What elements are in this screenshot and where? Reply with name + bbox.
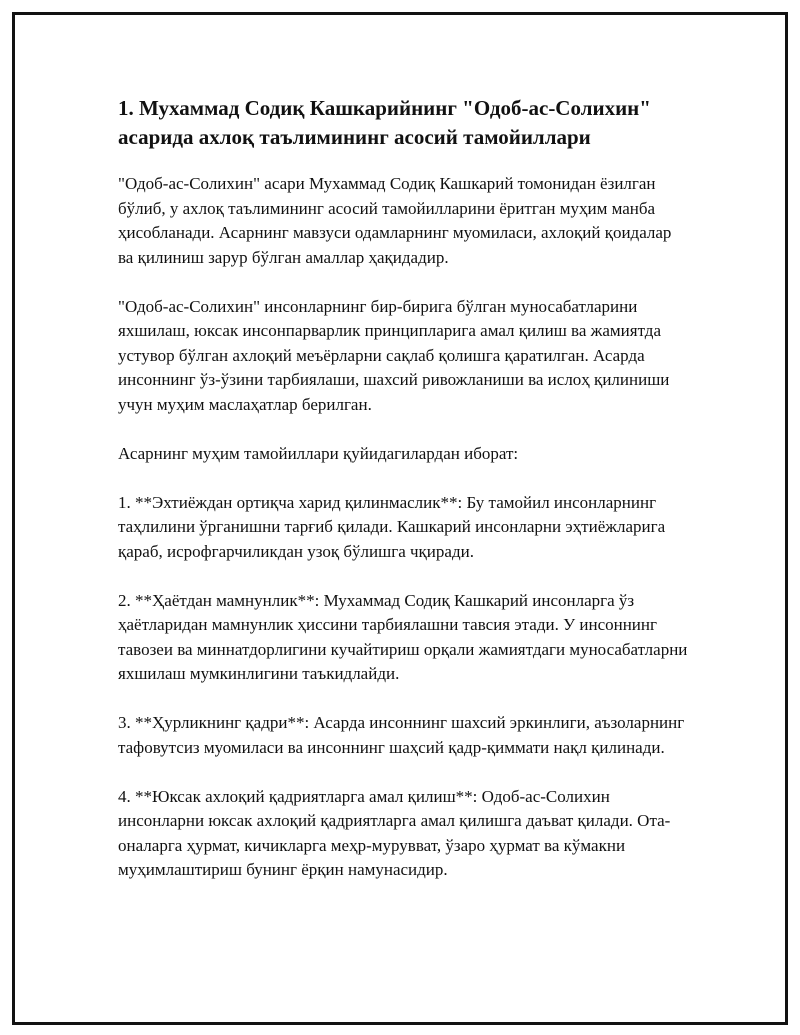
document-title: 1. Мухаммад Содиқ Кашкарийнинг "Одоб-ас-Солихин" асарида ахлоқ таълимининг асосий тамойиллари <box>118 96 651 149</box>
principle-1-paragraph: 1. **Эхтиёждан ортиқча харид қилинмаслик**: Бу тамойил инсонларнинг таҳлилини ўрганишни тарғиб қилади. Кашкарий инсонларни эҳтиёжларига қараб, исрофгарчиликдан узоқ бўлишга чқиради. <box>118 492 666 561</box>
document-body <box>118 94 690 907</box>
principles-lead-paragraph: Асарнинг муҳим тамойиллари қуйидагилардан иборат: <box>118 443 519 463</box>
principle-2-paragraph: 2. **Ҳаётдан мамнунлик**: Мухаммад Содиқ Кашкарий инсонларга ўз ҳаётларидан мамнунлик ҳиссини тарбиялашни тавсия этади. У инсоннинг тавозеи ва миннатдорлигини кучайтириш орқали жамиятдаги муносабатларни яхшилаш мумкинлигини таъкидлайди. <box>118 590 688 683</box>
principle-3-paragraph: 3. **Ҳурликнинг қадри**: Асарда инсоннинг шахсий эркинлиги, аъзоларнинг тафовутсиз муомиласи ва инсоннинг шаҳсий қадр-қиммати нақл қилинади. <box>118 713 685 757</box>
intro-paragraph: "Одоб-ас-Солихин" асари Мухаммад Содиқ Кашкарий томонидан ёзилган бўлиб, у ахлоқ таълимининг асосий тамойилларини ёритган муҳим манба ҳисобланади. Асарнинг мавзуси одамларнинг муомиласи, ахлоқий қоидалар ва қилиниш зарур бўлган амаллар ҳақидадир. <box>118 174 672 267</box>
purpose-paragraph: "Одоб-ас-Солихин" инсонларнинг бир-бирига бўлган муносабатларини яхшилаш, юксак инсонпарварлик принципларига амал қилиш ва жамиятда устувор бўлган ахлоқий меъёрларни сақлаб қолишга қаратилган. Асарда инсоннинг ўз-ўзини тарбиялаши, шахсий ривожланиши ва ислоҳ қилиниши учун муҳим маслаҳатлар берилган. <box>118 296 670 414</box>
principle-4-paragraph: 4. **Юксак ахлоқий қадриятларга амал қилиш**: Одоб-ас-Солихин инсонларни юксак ахлоқий қадриятларга амал қилишга даъват қилади. Ота-оналарга ҳурмат, кичикларга меҳр-мурувват, ўзаро ҳурмат ва кўмакни муҳимлаштириш бунинг ёрқин намунасидир. <box>118 786 671 879</box>
